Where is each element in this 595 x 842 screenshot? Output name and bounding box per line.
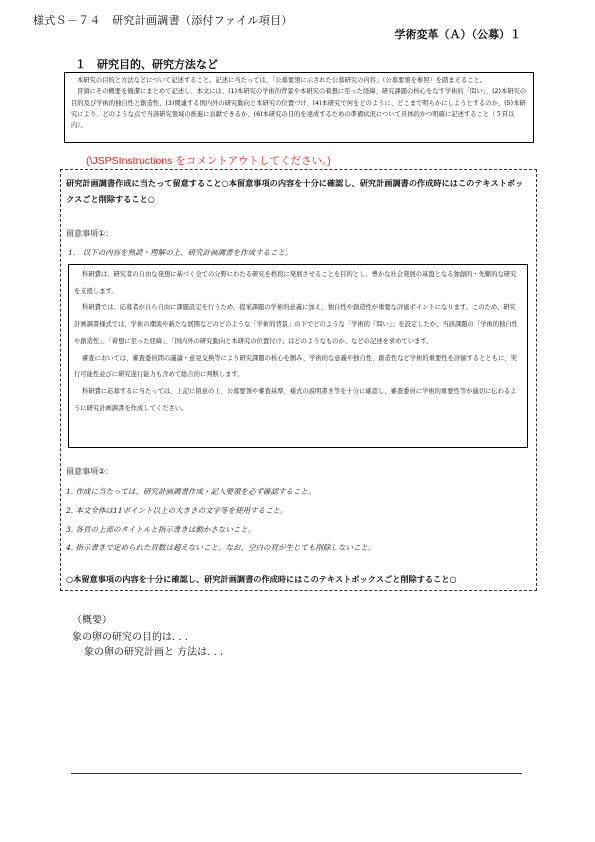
notice-header: 研究計画調書作成に当たって留意すること○本留意事項の内容を十分に確認し、研究計画調書の作成時にはこのテキストボックスごと削除すること○	[66, 178, 524, 204]
bottom-divider	[71, 773, 522, 774]
note2-item: 3. 各頁の上部のタイトルと指示書きは動かさないこと。	[66, 525, 256, 534]
instruction-paragraph: 本研究の目的と方法などについて記述すること。記述に当たっては、「公募要領に示された公募研究の内容」（公募要領を参照）を踏まえること。	[77, 77, 487, 84]
instruction-box	[64, 72, 534, 143]
guideline-box	[68, 264, 528, 448]
jsps-instructions-note: (\JSPSInstructions をコメントアウトしてください。)	[86, 155, 331, 167]
notice-textbox[interactable]	[60, 169, 537, 591]
guideline-paragraph: 科研費は、研究者の自由な発想に基づく全ての分野にわたる研究を格段に発展させることを目的とし、豊かな社会発展の基盤となる独創的・先駆的な研究を支援します。	[74, 271, 517, 295]
instruction-paragraph: 冒頭にその概要を簡潔にまとめて記述し、本文には、(1)本研究の学術的背景や本研究の着想に至った経緯、研究課題の核心をなす学術的「問い」、(2)本研究の目的及び学術的独自性と創造性、(3)関連する国内外の研究動向と本研究の位置づけ、(4)本研究で何をどのように、どこまで明らかにしようとするのか、(5)本研究により、どのような点で当該研究領域の推進に貢献できるか、(6)本研究の目的を達成するための準備状況について具体的かつ明確に記述すること（５頁以内）。	[71, 88, 527, 130]
summary-label: （概要）	[72, 615, 112, 626]
notice-footer: ○本留意事項の内容を十分に確認し、研究計画調書の作成時にはこのテキストボックスごと削除すること○	[66, 574, 457, 584]
summary-line[interactable]: 象の卵の研究計画と 方法は. . .	[84, 647, 224, 658]
guideline-paragraph: 審査においては、審査委員間の議論・意見交換等により研究課題の核心を掴み、学術的な意義や独自性、創造性など学術的重要性を評価するとともに、実行可能性並びに研究遂行能力も含めて総合的に判断します。	[74, 354, 517, 379]
form-id-header: 様式Ｓ－７４ 研究計画調書（添付ファイル項目）	[33, 14, 293, 27]
note1-label: 留意事項①：	[66, 229, 114, 238]
note2-item: 4. 指示書きで定められた頁数は超えないこと。なお、空白の頁が生じても削除しないこと。	[66, 543, 376, 552]
note2-item: 1. 作成に当たっては、研究計画調書作成・記入要領を必ず確認すること。	[66, 487, 316, 496]
category-label: 学術変革（Ａ）（公募）１	[394, 28, 521, 41]
note1-item: 1. 以下の内容を熟読・理解の上、研究計画調書を作成すること。	[68, 248, 293, 257]
summary-line[interactable]: 象の卵の研究の目的は. . .	[72, 632, 188, 643]
section-heading: １ 研究目的、研究方法など	[75, 58, 218, 71]
guideline-paragraph: 科研費では、応募者が自ら自由に課題設定を行うため、提案課題の学術的意義に加え、独自性や創造性が重要な評価ポイントになります。このため、研究計画調書様式では、学術の潮流や新たな展開などのどのような「学術的背景」の下でどのような「学術的『問い』」を設定したか、当該課題の「学術的独自性や創造性」、「着想に至った経緯」、「国内外の研究動向と本研究の位置付け」はどのようなものか、などの記述を求めています。	[74, 304, 518, 345]
guideline-paragraph: 科研費に応募するに当たっては、上記に留意の上、公募要領や審査基準、様式の説明書き等を十分に確認し、審査委員に学術的重要性等が適切に伝わるように研究計画調書を作成してください。	[74, 387, 517, 412]
note2-label: 留意事項②：	[66, 467, 114, 476]
note2-item: 2. 本文全体は11ポイント以上の大きさの文字等を使用すること。	[66, 506, 288, 515]
